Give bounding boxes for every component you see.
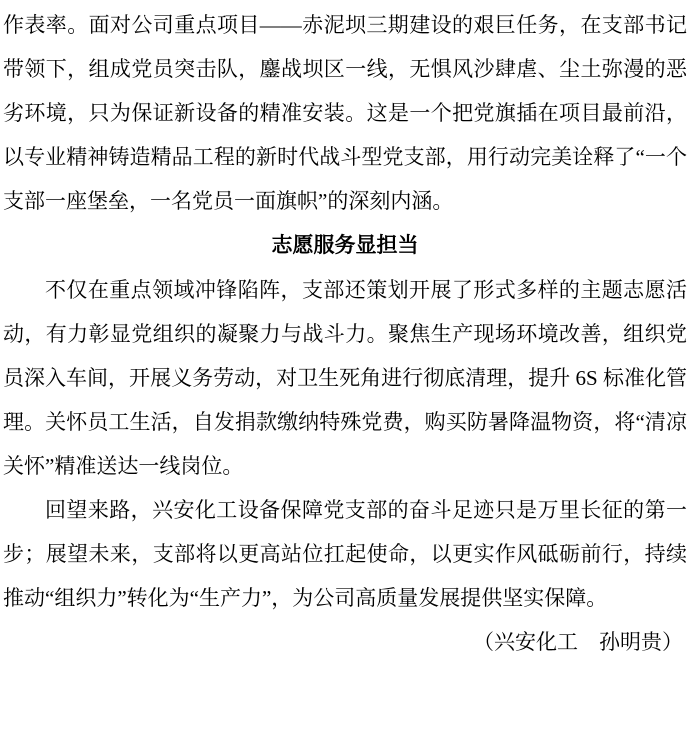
paragraph-outlook: 回望来路，兴安化工设备保障党支部的奋斗足迹只是万里长征的第一步；展望未来，支部将以更高站位扛起使命，以更实作风砥砺前行，持续推动“组织力”转化为“生产力”，为公司高质量发展提供坚实保障。 [3,498,687,610]
section-heading: 志愿服务显担当 [271,233,419,257]
paragraph-continuation: 作表率。面对公司重点项目——赤泥坝三期建设的艰巨任务，在支部书记带领下，组成党员突击队，鏖战坝区一线，无惧风沙肆虐、尘土弥漫的恶劣环境，只为保证新设备的精准安装。这是一个把党旗插在项目最前沿，以专业精神铸造精品工程的新时代战斗型党支部，用行动完美诠释了“一个支部一座堡垒，一名党员一面旗帜”的深刻内涵。 [3,13,687,213]
paragraph-volunteer-service: 不仅在重点领域冲锋陷阵，支部还策划开展了形式多样的主题志愿活动，有力彰显党组织的凝聚力与战斗力。聚焦生产现场环境改善，组织党员深入车间，开展义务劳动，对卫生死角进行彻底清理，提升 6S 标准化管理。关怀员工生活，自发捐款缴纳特殊党费，购买防暑降温物资，将“清凉关怀”精准送达一线岗位。 [3,278,687,478]
author-byline: （兴安化工 孙明贵） [473,630,683,654]
